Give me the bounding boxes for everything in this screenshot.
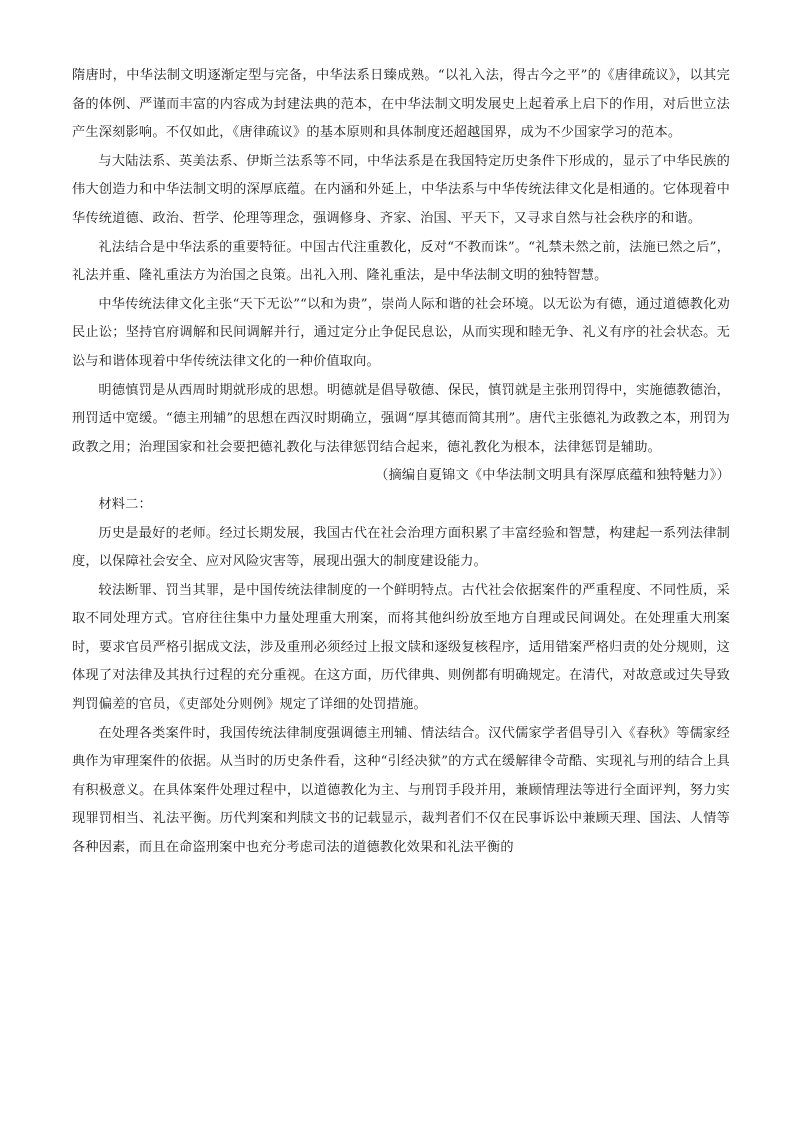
paragraph-1: 隋唐时，中华法制文明逐渐定型与完备，中华法系日臻成熟。“以礼入法，得古今之平”的《唐律疏议》，以其完备的体例、严谨而丰富的内容成为封建法典的范本，在中华法制文明发展史上起着承上启下的作用，对后世立法产生深刻影响。不仅如此，《唐律疏议》的基本原则和具体制度还超越国界，成为不少国家学习的范本。 — [72, 68, 730, 141]
document-page — [72, 62, 730, 863]
paragraph-7: 较法断罪、罚当其罪，是中国传统法律制度的一个鲜明特点。古代社会依据案件的严重程度、不同性质，采取不同处理方式。官府往往集中力量处理重大刑案，而将其他纠纷放至地方自理或民间调处。在处理重大刑案时，要求官员严格引据成文法，涉及重刑必须经过上报文牍和逐级复核程序，适用错案严格归责的处分规则，这体现了对法律及其执行过程的充分重视。在这方面，历代律典、则例都有明确规定。在清代，对故意或过失导致判罚偏差的官员，《吏部处分则例》规定了详细的处罚措施。 — [72, 582, 730, 713]
section-2-label: 材料二： — [98, 496, 152, 512]
paragraph-6: 历史是最好的老师。经过长期发展，我国古代在社会治理方面积累了丰富经验和智慧，构建起一系列法律制度，以保障社会安全、应对风险灾害等，展现出强大的制度建设能力。 — [72, 525, 730, 570]
paragraph-2: 与大陆法系、英美法系、伊斯兰法系等不同，中华法系是在我国特定历史条件下形成的，显示了中华民族的伟大创造力和中华法制文明的深厚底蕴。在内涵和外延上，中华法系与中华传统法律文化是相通的。它体现着中华传统道德、政治、哲学、伦理等理念，强调修身、齐家、治国、平天下，又寻求自然与社会秩序的和谐。 — [72, 153, 730, 226]
paragraph-3: 礼法结合是中华法系的重要特征。中国古代注重教化，反对“不教而诛”。“礼禁未然之前，法施已然之后”，礼法并重、隆礼重法方为治国之良策。出礼入刑、隆礼重法，是中华法制文明的独特智慧。 — [72, 239, 730, 284]
paragraph-5: 明德慎罚是从西周时期就形成的思想。明德就是倡导敬德、保民，慎罚就是主张刑罚得中，实施德教德治，刑罚适中宽缓。“德主刑辅”的思想在西汉时期确立，强调“厚其德而简其刑”。唐代主张德礼为政教之本，刑罚为政教之用；治理国家和社会要把德礼教化与法律惩罚结合起来，德礼教化为根本，法律惩罚是辅助。 — [72, 382, 730, 455]
source-citation: （摘编自夏锦文《中华法制文明具有深厚底蕴和独特魅力》） — [375, 468, 730, 484]
paragraph-8: 在处理各类案件时，我国传统法律制度强调德主刑辅、情法结合。汉代儒家学者倡导引入《春秋》等儒家经典作为审理案件的依据。从当时的历史条件看，这种“引经决狱”的方式在缓解律令苛酷、实现礼与刑的结合上具有积极意义。在具体案件处理过程中，以道德教化为主、与刑罚手段并用，兼顾情理法等进行全面评判，努力实现罪罚相当、礼法平衡。历代判案和判牍文书的记载显示，裁判者们不仅在民事诉讼中兼顾天理、国法、人情等各种因素，而且在命盗刑案中也充分考虑司法的道德教化效果和礼法平衡的 — [72, 725, 730, 856]
paragraph-4: 中华传统法律文化主张“天下无讼”“以和为贵”，崇尚人际和谐的社会环境。以无讼为有德，通过道德教化劝民止讼；坚持官府调解和民间调解并行，通过定分止争促民息讼，从而实现和睦无争、礼义有序的社会状态。无讼与和谐体现着中华传统法律文化的一种价值取向。 — [72, 296, 730, 369]
